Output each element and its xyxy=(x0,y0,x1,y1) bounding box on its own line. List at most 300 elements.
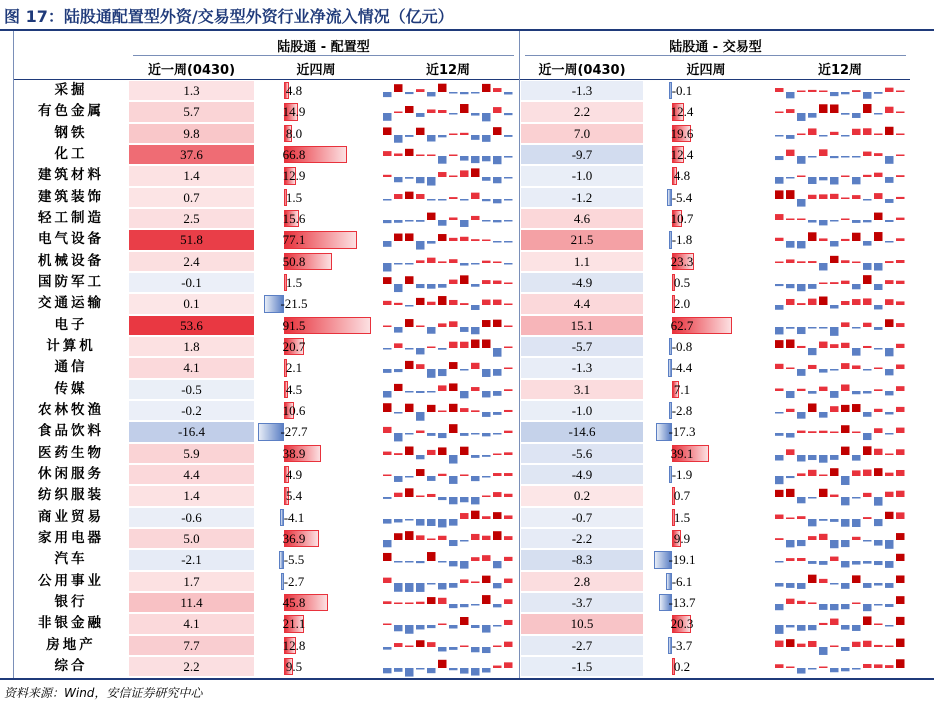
sparkline-bar xyxy=(830,105,839,114)
sparkline-bar xyxy=(786,190,795,199)
four-week-value: -5.5 xyxy=(283,552,305,568)
twelve-week-sparkline xyxy=(774,464,906,485)
sparkline-bar xyxy=(786,540,795,547)
sparkline-bar xyxy=(405,361,414,369)
sparkline-bar xyxy=(819,578,828,582)
sparkline-bar xyxy=(416,640,425,647)
sparkline-bar xyxy=(493,492,502,497)
sparkline-bar xyxy=(874,368,883,370)
sparkline-bar xyxy=(449,113,458,115)
sparkline-bar xyxy=(830,305,839,309)
sparkline-bar xyxy=(896,197,905,199)
four-week-value: 15.6 xyxy=(282,210,306,226)
four-week-value: -27.7 xyxy=(280,424,308,440)
sparkline-bar xyxy=(383,241,392,247)
twelve-week-sparkline xyxy=(382,80,514,101)
sparkline-bar xyxy=(797,643,806,646)
four-week-value: -4.4 xyxy=(671,360,693,376)
sparkline-bar xyxy=(438,561,447,563)
sparkline-bar xyxy=(896,365,905,370)
sparkline-bar xyxy=(797,431,806,433)
sparkline-bar xyxy=(427,241,436,244)
weekly-value: -2.1 xyxy=(181,552,202,568)
weekly-value: 5.9 xyxy=(183,445,200,461)
sparkline-bar xyxy=(482,433,491,436)
sparkline-bar xyxy=(786,259,795,263)
sparkline-bar xyxy=(471,604,480,606)
sparkline-bar xyxy=(819,386,828,390)
sparkline-bar xyxy=(416,241,425,250)
sparkline-bar xyxy=(438,410,447,412)
sparkline-bar xyxy=(471,363,480,369)
sparkline-bar xyxy=(493,645,502,647)
sparkline-bar xyxy=(874,583,883,586)
twelve-week-sparkline xyxy=(774,315,906,336)
sparkline-bar xyxy=(405,348,414,350)
sparkline-bar xyxy=(416,391,425,393)
weekly-value: 11.4 xyxy=(180,594,203,610)
four-week-value: 12.9 xyxy=(282,168,306,184)
sparkline-bar xyxy=(808,668,817,670)
sparkline-bar xyxy=(449,217,458,220)
sparkline-bar xyxy=(493,391,502,396)
sparkline-bar xyxy=(896,512,905,519)
sparkline-bar xyxy=(874,153,883,156)
sparkline-bar xyxy=(775,476,784,484)
weekly-value: -2.7 xyxy=(571,637,593,653)
sparkline-bar xyxy=(797,369,806,376)
twelve-week-sparkline xyxy=(774,421,906,442)
sparkline-bar xyxy=(493,107,502,113)
twelve-week-sparkline xyxy=(382,656,514,677)
sparkline-bar xyxy=(775,583,784,587)
sparkline-bar xyxy=(416,364,425,369)
sparkline-bar xyxy=(819,105,828,114)
sparkline-bar xyxy=(808,113,817,118)
twelve-week-sparkline xyxy=(382,357,514,378)
sparkline-bar xyxy=(405,583,414,592)
sparkline-bar xyxy=(383,540,392,547)
sparkline-bar xyxy=(863,664,872,668)
sparkline-bar xyxy=(852,519,861,527)
sparkline-bar xyxy=(896,575,905,583)
sparkline-bar xyxy=(874,429,883,434)
sparkline-bar xyxy=(885,156,894,164)
sparkline-bar xyxy=(841,561,850,567)
sparkline-bar xyxy=(383,497,392,499)
twelve-week-sparkline xyxy=(774,187,906,208)
four-week-value: -5.4 xyxy=(671,189,693,205)
sparkline-bar xyxy=(819,604,828,610)
sparkline-bar xyxy=(394,284,403,292)
sparkline-bar xyxy=(383,647,392,650)
weekly-value: 15.1 xyxy=(570,317,594,333)
four-week-value: 4.9 xyxy=(285,466,303,482)
industry-label: 医药生物 xyxy=(38,444,104,461)
sparkline-bar xyxy=(405,519,414,521)
sparkline-bar xyxy=(874,561,883,565)
sparkline-bar xyxy=(394,412,403,414)
weekly-value: 9.8 xyxy=(183,125,200,141)
industry-label: 商业贸易 xyxy=(38,508,104,525)
sparkline-bar xyxy=(775,340,784,348)
sparkline-bar xyxy=(471,557,480,561)
sparkline-bar xyxy=(896,659,905,668)
sparkline-bar xyxy=(885,319,894,327)
sparkline-bar xyxy=(504,241,513,243)
sparkline-bar xyxy=(383,175,392,177)
sparkline-bar xyxy=(416,602,425,604)
twelve-week-sparkline xyxy=(774,549,906,570)
sparkline-bar xyxy=(852,575,861,583)
sparkline-bar xyxy=(775,664,784,668)
four-week-value: 1.5 xyxy=(285,274,303,290)
sparkline-bar xyxy=(874,348,883,350)
sparkline-bar xyxy=(504,135,513,137)
sparkline-bar xyxy=(504,113,513,115)
sparkline-bar xyxy=(863,92,872,99)
four-week-value: 20.3 xyxy=(670,616,694,632)
weekly-value: 0.1 xyxy=(183,296,200,312)
sparkline-bar xyxy=(841,343,850,348)
sparkline-bar xyxy=(874,263,883,271)
sparkline-bar xyxy=(383,151,392,156)
sparkline-bar xyxy=(493,583,502,588)
sparkline-bar xyxy=(775,388,784,391)
weekly-value: -4.9 xyxy=(571,466,593,482)
sparkline-bar xyxy=(482,668,491,673)
sparkline-bar xyxy=(775,327,784,334)
sparkline-bar xyxy=(482,260,491,262)
sparkline-bar xyxy=(427,642,436,647)
weekly-value: -5.7 xyxy=(571,338,593,354)
sparkline-bar xyxy=(841,405,850,412)
sparkline-bar xyxy=(394,263,403,265)
sparkline-bar xyxy=(819,647,828,655)
sparkline-bar xyxy=(830,282,839,284)
sparkline-bar xyxy=(482,575,491,582)
weekly-value: 5.0 xyxy=(183,530,200,546)
weekly-value: -0.1 xyxy=(181,274,202,290)
sparkline-bar xyxy=(874,113,883,115)
sparkline-bar xyxy=(852,261,861,263)
sparkline-bar xyxy=(852,432,861,434)
weekly-value: 3.1 xyxy=(573,381,591,397)
sparkline-bar xyxy=(482,113,491,121)
sparkline-bar xyxy=(896,239,905,242)
four-week-value: -17.3 xyxy=(668,424,696,440)
sparkline-bar xyxy=(383,427,392,433)
sparkline-bar xyxy=(874,540,883,546)
sparkline-bar xyxy=(852,195,861,199)
sparkline-bar xyxy=(841,604,850,609)
sparkline-bar xyxy=(808,220,817,223)
sparkline-bar xyxy=(786,476,795,478)
sparkline-bar xyxy=(449,383,458,391)
sparkline-bar xyxy=(863,583,872,588)
sparkline-bar xyxy=(863,275,872,284)
weekly-value: -1.3 xyxy=(571,360,593,376)
sparkline-bar xyxy=(808,365,817,369)
sparkline-bar xyxy=(504,199,513,201)
sparkline-bar xyxy=(449,647,458,650)
sparkline-bar xyxy=(427,519,436,526)
weekly-value: -14.6 xyxy=(568,424,596,440)
sparkline-bar xyxy=(405,92,414,94)
sparkline-bar xyxy=(797,558,806,561)
sparkline-bar xyxy=(482,496,491,498)
sparkline-bar xyxy=(504,536,513,540)
sparkline-bar xyxy=(874,448,883,454)
sparkline-bar xyxy=(394,153,403,156)
sparkline-bar xyxy=(449,604,458,608)
sparkline-bar xyxy=(394,220,403,223)
sparkline-bar xyxy=(786,558,795,561)
sparkline-bar xyxy=(460,275,469,284)
four-week-value: 39.1 xyxy=(670,445,694,461)
sparkline-bar xyxy=(471,305,480,310)
sparkline-bar xyxy=(830,604,839,610)
sparkline-bar xyxy=(819,282,828,284)
sparkline-bar xyxy=(449,321,458,327)
sparkline-bar xyxy=(460,497,469,502)
sparkline-bar xyxy=(394,602,403,604)
weekly-value: -9.7 xyxy=(571,146,593,162)
sparkline-bar xyxy=(852,470,861,476)
sparkline-bar xyxy=(438,369,447,376)
sparkline-bar xyxy=(438,261,447,263)
sparkline-bar xyxy=(427,405,436,412)
sparkline-bar xyxy=(819,474,828,476)
sparkline-bar xyxy=(438,497,447,500)
sparkline-bar xyxy=(830,369,839,371)
weekly-value: 0.2 xyxy=(573,488,591,504)
four-week-value: 2.1 xyxy=(285,360,303,376)
sparkline-bar xyxy=(449,176,458,178)
sparkline-bar xyxy=(863,175,872,177)
twelve-week-sparkline xyxy=(382,421,514,442)
sparkline-bar xyxy=(493,369,502,376)
sparkline-bar xyxy=(819,91,828,93)
sparkline-bar xyxy=(394,625,403,631)
sparkline-bar xyxy=(797,284,806,291)
sparkline-bar xyxy=(852,561,861,565)
sparkline-bar xyxy=(885,412,894,414)
sparkline-bar xyxy=(383,403,392,412)
sparkline-bar xyxy=(874,232,883,241)
sparkline-bar xyxy=(819,561,828,565)
sparkline-bar xyxy=(830,241,839,246)
sparkline-bar xyxy=(830,406,839,412)
sparkline-bar xyxy=(405,135,414,137)
sparkline-bar xyxy=(896,533,905,540)
sparkline-bar xyxy=(786,666,795,668)
sparkline-bar xyxy=(863,540,872,542)
sparkline-bar xyxy=(808,536,817,540)
sparkline-bar xyxy=(383,474,392,476)
sparkline-bar xyxy=(438,199,447,201)
sparkline-bar xyxy=(874,92,883,94)
sparkline-bar xyxy=(460,171,469,178)
sparkline-bar xyxy=(863,152,872,156)
sparkline-bar xyxy=(427,302,436,305)
sparkline-bar xyxy=(797,497,806,503)
four-week-value: 62.7 xyxy=(670,317,694,333)
sparkline-bar xyxy=(830,583,839,585)
sparkline-bar xyxy=(416,496,425,498)
sparkline-bar xyxy=(874,173,883,177)
four-week-value: 20.7 xyxy=(282,338,306,354)
sparkline-bar xyxy=(786,368,795,370)
sparkline-bar xyxy=(394,194,403,199)
sparkline-bar xyxy=(427,476,436,481)
weekly-value: 4.1 xyxy=(183,360,200,376)
sparkline-bar xyxy=(427,433,436,436)
sparkline-bar xyxy=(394,135,403,143)
sparkline-bar xyxy=(830,220,839,222)
weekly-value: -3.7 xyxy=(571,594,593,610)
sparkline-bar xyxy=(775,88,784,92)
sparkline-bar xyxy=(427,391,436,393)
sparkline-bar xyxy=(438,172,447,177)
sparkline-bar xyxy=(438,647,447,651)
sparkline-bar xyxy=(797,327,806,334)
sparkline-bar xyxy=(874,497,883,506)
sparkline-bar xyxy=(405,433,414,435)
sparkline-bar xyxy=(885,126,894,134)
sparkline-bar xyxy=(416,535,425,540)
sparkline-bar xyxy=(786,150,795,156)
twelve-week-sparkline xyxy=(774,635,906,656)
sparkline-bar xyxy=(819,342,828,348)
figure-title: 图 17：陆股通配置型外资/交易型外资行业净流入情况（亿元） xyxy=(4,7,454,26)
industry-label: 电子 xyxy=(54,316,88,333)
four-week-value: 66.8 xyxy=(282,146,306,162)
sparkline-bar xyxy=(482,369,491,377)
sparkline-bar xyxy=(394,453,403,455)
sparkline-bar xyxy=(775,238,784,241)
sparkline-bar xyxy=(786,135,795,139)
sparkline-bar xyxy=(852,668,861,670)
weekly-value: 2.8 xyxy=(573,573,591,589)
weekly-value: 51.8 xyxy=(180,232,203,248)
sparkline-bar xyxy=(819,455,828,463)
four-week-value: 9.9 xyxy=(673,530,691,546)
sparkline-bar xyxy=(797,241,806,248)
sparkline-bar xyxy=(471,263,480,265)
sparkline-bar xyxy=(808,233,817,242)
twelve-week-sparkline xyxy=(382,229,514,250)
sparkline-bar xyxy=(493,665,502,667)
weekly-value: 2.4 xyxy=(183,253,200,269)
twelve-week-sparkline xyxy=(382,528,514,549)
column-header-1-1: 近四周 xyxy=(686,63,726,78)
sparkline-bar xyxy=(819,369,828,373)
bottom-rule xyxy=(0,678,934,680)
sparkline-bar xyxy=(471,497,480,504)
sparkline-bar xyxy=(405,404,414,412)
sparkline-bar xyxy=(775,214,784,220)
sparkline-bar xyxy=(460,369,469,371)
sparkline-bar xyxy=(449,300,458,305)
sparkline-bar xyxy=(394,234,403,241)
twelve-week-sparkline xyxy=(382,592,514,613)
sparkline-bar xyxy=(786,92,795,98)
sparkline-bar xyxy=(438,474,447,476)
sparkline-bar xyxy=(808,90,817,92)
sparkline-bar xyxy=(482,177,491,181)
sparkline-bar xyxy=(394,343,403,348)
sparkline-bar xyxy=(471,284,480,287)
sparkline-bar xyxy=(394,303,403,305)
sparkline-bar xyxy=(471,433,480,435)
sparkline-bar xyxy=(819,519,828,521)
sparkline-bar xyxy=(460,342,469,348)
sparkline-bar xyxy=(438,598,447,604)
sparkline-bar xyxy=(775,640,784,646)
sparkline-bar xyxy=(383,553,392,561)
sparkline-bar xyxy=(427,552,436,561)
sparkline-bar xyxy=(896,154,905,156)
sparkline-bar xyxy=(416,455,425,459)
sparkline-bar xyxy=(449,362,458,369)
sparkline-bar xyxy=(863,263,872,270)
weekly-value: 2.5 xyxy=(183,210,200,226)
sparkline-bar xyxy=(504,220,513,222)
sparkline-bar xyxy=(841,497,850,505)
sparkline-bar xyxy=(819,220,828,225)
sparkline-bar xyxy=(493,512,502,519)
sparkline-bar xyxy=(427,135,436,141)
sparkline-bar xyxy=(471,625,480,628)
sparkline-bar xyxy=(775,177,784,184)
twelve-week-sparkline xyxy=(382,464,514,485)
industry-label: 食品饮料 xyxy=(38,423,104,440)
sparkline-bar xyxy=(852,327,861,329)
sparkline-bar xyxy=(383,301,392,305)
sparkline-bar xyxy=(885,369,894,375)
sparkline-bar xyxy=(405,191,414,198)
sparkline-bar xyxy=(841,322,850,327)
weekly-value: -0.2 xyxy=(181,402,202,418)
twelve-week-sparkline xyxy=(774,507,906,528)
industry-label: 采掘 xyxy=(54,82,88,98)
weekly-value: -1.5 xyxy=(571,658,593,674)
sparkline-bar xyxy=(830,344,839,348)
weekly-value: -0.7 xyxy=(571,509,593,525)
weekly-value: -2.2 xyxy=(571,530,593,546)
sparkline-bar xyxy=(427,199,436,201)
twelve-week-sparkline xyxy=(774,400,906,421)
sparkline-bar xyxy=(819,489,828,497)
twelve-week-sparkline xyxy=(382,549,514,570)
sparkline-bar xyxy=(786,489,795,497)
sparkline-bar xyxy=(885,511,894,518)
sparkline-bar xyxy=(504,156,513,158)
sparkline-bar xyxy=(427,177,436,186)
sparkline-bar xyxy=(830,177,839,184)
four-week-value: -3.7 xyxy=(671,637,693,653)
sparkline-bar xyxy=(775,514,784,518)
sparkline-bar xyxy=(482,391,491,397)
sparkline-bar xyxy=(460,617,469,625)
industry-label: 建筑装饰 xyxy=(38,188,104,205)
twelve-week-sparkline xyxy=(382,187,514,208)
twelve-week-sparkline xyxy=(774,571,906,592)
sparkline-bar xyxy=(885,348,894,356)
twelve-week-sparkline xyxy=(774,613,906,634)
sparkline-bar xyxy=(863,104,872,113)
